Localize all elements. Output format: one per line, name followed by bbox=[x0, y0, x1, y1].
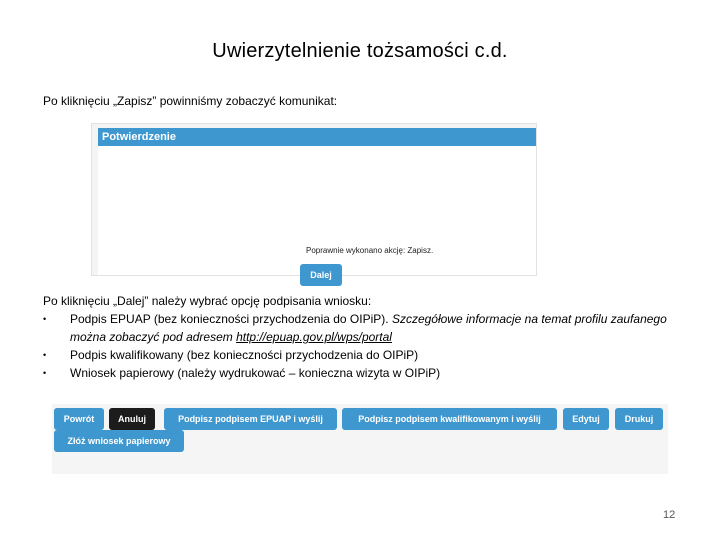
slide-title: Uwierzytelnienie tożsamości c.d. bbox=[212, 40, 508, 62]
epuap-link[interactable]: http://epuap.gov.pl/wps/portal bbox=[236, 330, 392, 344]
intro-text: Po kliknięciu „Zapisz” powinniśmy zobaczyć komunikat: bbox=[43, 94, 338, 108]
next-button[interactable]: Dalej bbox=[300, 264, 342, 286]
print-button[interactable]: Drukuj bbox=[615, 408, 663, 430]
instructions bbox=[43, 292, 683, 382]
list-item-text: Podpis kwalifikowany (bez konieczności przychodzenia do OIPiP) bbox=[70, 348, 419, 362]
confirmation-message: Poprawnie wykonano akcję: Zapisz. bbox=[306, 246, 434, 255]
list-item bbox=[43, 310, 683, 346]
sign-qualified-button[interactable]: Podpisz podpisem kwalifikowanym i wyślij bbox=[342, 408, 557, 430]
dialog-header: Potwierdzenie bbox=[98, 128, 536, 146]
list-item-text: Podpis EPUAP (bez konieczności przychodzenia do OIPiP). bbox=[70, 312, 392, 326]
list-item-note: Szczegółowe informacje na temat profilu zaufanego można zobaczyć pod adresem bbox=[70, 312, 667, 344]
submit-paper-button[interactable]: Złóż wniosek papierowy bbox=[54, 430, 184, 452]
confirmation-screenshot bbox=[91, 123, 537, 280]
list-item-text: Wniosek papierowy (należy wydrukować – konieczna wizyta w OIPiP) bbox=[70, 366, 441, 380]
list-item bbox=[43, 346, 683, 364]
dialog-panel bbox=[98, 146, 536, 280]
back-button[interactable]: Powrót bbox=[54, 408, 104, 430]
bullet-icon: • bbox=[43, 350, 47, 360]
action-bar-screenshot bbox=[52, 404, 668, 474]
cancel-button[interactable]: Anuluj bbox=[109, 408, 155, 430]
sign-epuap-button[interactable]: Podpisz podpisem EPUAP i wyślij bbox=[164, 408, 337, 430]
page-number: 12 bbox=[663, 509, 676, 521]
edit-button[interactable]: Edytuj bbox=[563, 408, 609, 430]
bullet-icon: • bbox=[43, 314, 47, 324]
bullet-icon: • bbox=[43, 368, 47, 378]
list-item bbox=[43, 364, 683, 382]
instructions-lead: Po kliknięciu „Dalej” należy wybrać opcję podpisania wniosku: bbox=[43, 294, 372, 308]
